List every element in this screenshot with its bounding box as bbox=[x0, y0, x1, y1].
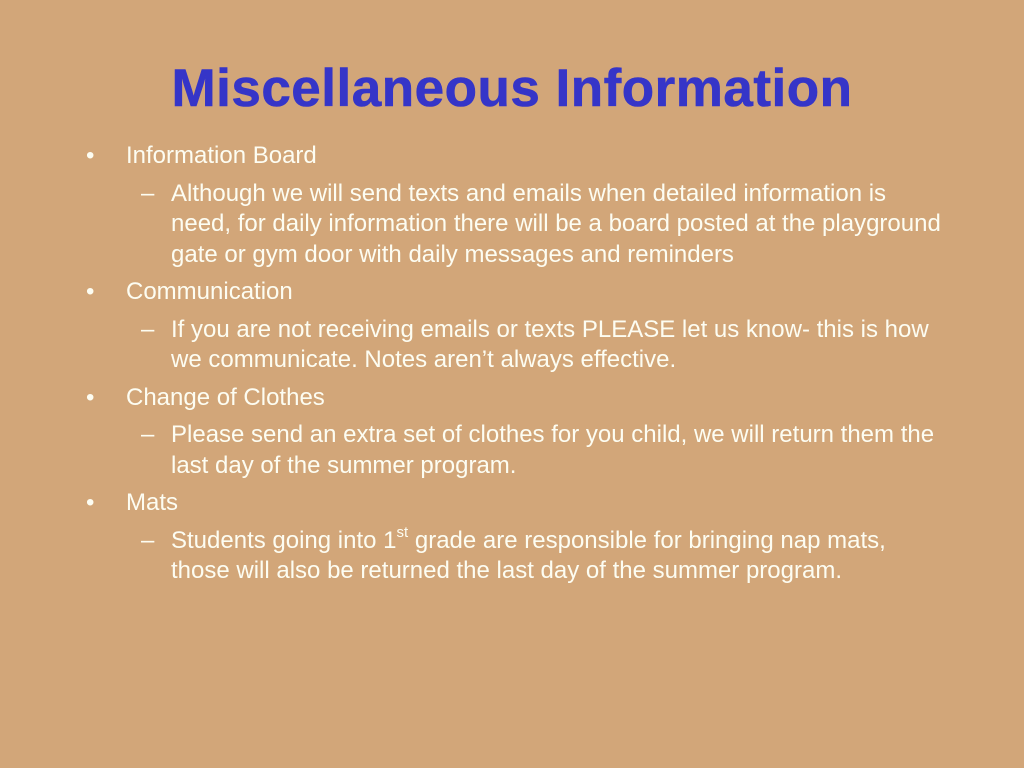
bullet-label: Change of Clothes bbox=[126, 383, 325, 411]
sub-item-mats bbox=[86, 523, 946, 587]
sub-item-change-of-clothes bbox=[86, 420, 946, 481]
bullet-icon: • bbox=[86, 278, 95, 305]
bullet-icon: • bbox=[86, 142, 95, 169]
sub-item-text bbox=[171, 523, 946, 587]
bullet-item-information-board bbox=[86, 141, 946, 172]
bullet-label: Mats bbox=[126, 489, 179, 516]
bullet-label: Communication bbox=[126, 278, 293, 305]
dash-icon: – bbox=[141, 421, 155, 448]
superscript-ordinal: st bbox=[396, 523, 409, 541]
dash-icon: – bbox=[141, 526, 155, 554]
bullet-item-mats bbox=[86, 488, 946, 519]
bullet-item-change-of-clothes bbox=[86, 383, 946, 414]
dash-icon: – bbox=[141, 179, 155, 207]
bullet-icon: • bbox=[86, 383, 95, 411]
sub-item-text: Although we will send texts and emails when detailed information is need, for daily information there will be a board posted at the playground gate or gym door with daily messages and reminders bbox=[171, 179, 941, 268]
sub-item-text: If you are not receiving emails or texts PLEASE let us know- this is how we communicate. Notes aren’t always effective. bbox=[171, 315, 929, 373]
bullet-icon: • bbox=[86, 489, 95, 516]
sub-text-before: Students going into 1 bbox=[171, 526, 397, 554]
sub-item-text: Please send an extra set of clothes for you child, we will return them the last day of the summer program. bbox=[171, 421, 935, 479]
dash-icon: – bbox=[141, 315, 155, 343]
sub-item-information-board bbox=[86, 179, 946, 271]
slide-title: Miscellaneous Information bbox=[171, 59, 853, 118]
sub-text-after: grade are responsible for bringing nap mats, those will also be returned the last day of the summer program. bbox=[171, 526, 886, 584]
bullet-list bbox=[86, 141, 946, 587]
bullet-item-communication bbox=[86, 277, 946, 308]
sub-item-communication bbox=[86, 315, 946, 376]
bullet-label: Information Board bbox=[126, 142, 317, 169]
